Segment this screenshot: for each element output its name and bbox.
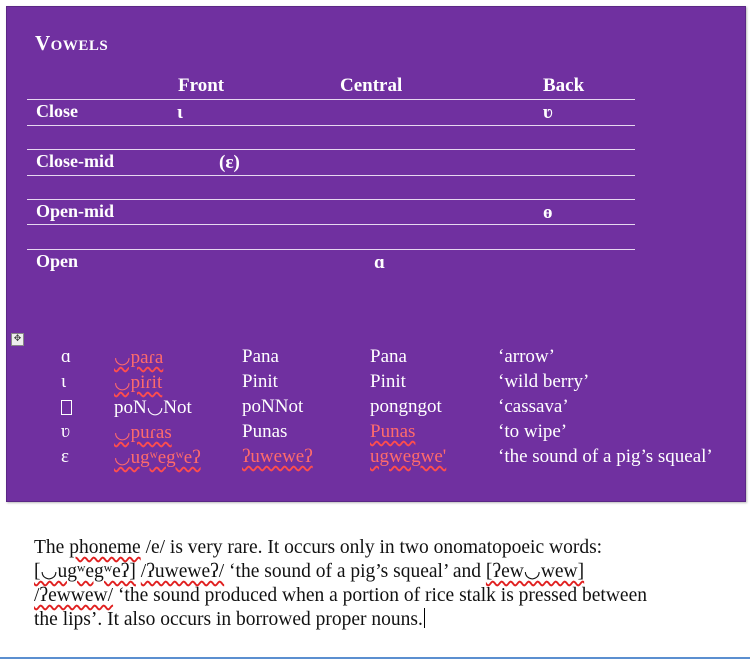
vowel-close-mid-front: (ɛ) <box>219 152 240 173</box>
body-paragraph[interactable] <box>34 536 734 632</box>
example-phonetic: poN◡Not <box>114 397 192 418</box>
example-vowel: ɩ <box>61 371 67 392</box>
example-gloss: ‘arrow’ <box>498 346 555 367</box>
para-text-flagged: /ʔewwew/ <box>34 585 114 606</box>
row-label-open-mid: Open-mid <box>36 201 115 221</box>
vowel-open-mid-back: ɵ <box>543 202 553 223</box>
example-orthography: poNNot <box>242 396 304 417</box>
text-cursor <box>424 608 425 628</box>
example-orthography: ʔuweweʔ <box>242 446 313 467</box>
vowel-chart-panel <box>6 6 746 502</box>
vowel-open-central: ɑ <box>374 252 385 273</box>
para-text: ‘the sound of a pig’s squeal’ and <box>224 561 486 582</box>
example-phonetic: ◡paɾa <box>114 347 164 368</box>
rule <box>27 175 635 176</box>
para-text: /e/ is very rare. It occurs only in two onomatopoeic words: <box>140 537 603 558</box>
example-orthography: Pana <box>242 346 279 367</box>
example-row <box>7 396 745 420</box>
example-row <box>7 346 745 370</box>
vowel-close-front: ɩ <box>177 102 183 123</box>
example-phonetic: ◡piɾit <box>114 372 163 393</box>
example-orthography-alt: Punas <box>370 421 416 442</box>
rule <box>27 99 635 100</box>
vowel-close-back: ʋ <box>543 102 553 123</box>
example-gloss: ‘the sound of a pig’s squeal’ <box>498 446 713 467</box>
row-label-open: Open <box>36 251 79 271</box>
para-text-flagged: [◡ugʷegʷeʔ] <box>34 561 136 582</box>
para-text: ‘the sound produced when a portion of rice stalk is pressed between <box>113 585 647 606</box>
rule <box>27 125 635 126</box>
column-front: Front <box>178 75 225 96</box>
example-row <box>7 446 745 470</box>
rule <box>27 249 635 250</box>
example-orthography-alt: Pana <box>370 346 407 367</box>
example-orthography: Punas <box>242 421 288 442</box>
missing-glyph-box <box>61 400 72 415</box>
para-text: The <box>34 537 70 558</box>
chart-title: Vowels <box>35 31 109 55</box>
column-back: Back <box>543 75 585 96</box>
para-text-flagged: phoneme <box>69 537 141 558</box>
example-orthography-alt: ugwegwe' <box>370 446 447 467</box>
example-gloss: ‘to wipe’ <box>498 421 568 442</box>
example-orthography: Pinit <box>242 371 278 392</box>
table-move-handle-icon[interactable]: ✥ <box>11 333 24 346</box>
rule <box>27 149 635 150</box>
example-vowel: ɑ <box>61 346 71 367</box>
example-phonetic: ◡puɾas <box>114 422 172 443</box>
column-central: Central <box>340 75 403 96</box>
example-orthography-alt: pongngot <box>370 396 442 417</box>
example-vowel: ʋ <box>61 421 70 442</box>
example-orthography-alt: Pinit <box>370 371 406 392</box>
para-text: the lips’. It also occurs in borrowed proper nouns. <box>34 609 423 630</box>
row-label-close: Close <box>36 101 78 121</box>
para-text-flagged: /ʔuweweʔ/ <box>140 561 225 582</box>
row-label-close-mid: Close-mid <box>36 151 114 171</box>
example-gloss: ‘wild berry’ <box>498 371 590 392</box>
example-row <box>7 421 745 445</box>
para-text-flagged: [ʔew◡wew] <box>485 561 585 582</box>
example-phonetic: ◡ugʷegʷeʔ <box>114 447 201 468</box>
example-gloss: ‘cassava’ <box>498 396 569 417</box>
page-bottom-rule <box>0 657 750 659</box>
example-row <box>7 371 745 395</box>
example-vowel: ɛ <box>61 446 69 467</box>
rule <box>27 199 635 200</box>
rule <box>27 224 635 225</box>
